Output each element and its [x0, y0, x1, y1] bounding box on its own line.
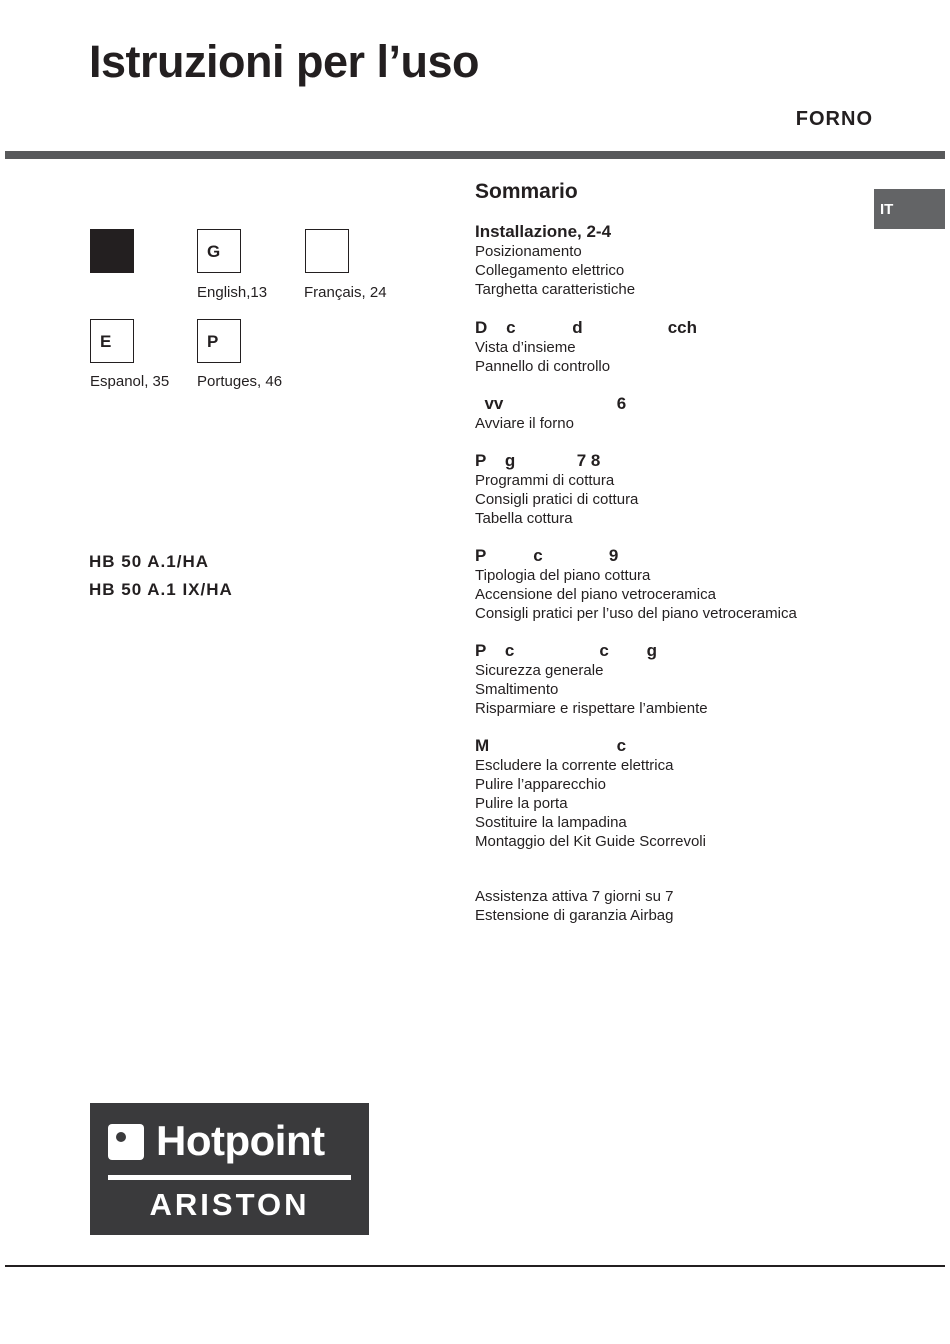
toc-item: Programmi di cottura [475, 472, 615, 489]
toc-item: Sicurezza generale [475, 662, 604, 679]
toc-item: Accensione del piano vetroceramica [475, 586, 716, 603]
toc-item: Risparmiare e rispettare l’ambiente [475, 700, 708, 717]
toc-section-heading: Installazione, 2-4 [475, 222, 612, 241]
language-code: E [100, 332, 112, 351]
service-info [475, 887, 673, 925]
hotpoint-ariston-logo [90, 1103, 369, 1235]
brand-subname: ARISTON [149, 1187, 310, 1222]
language-label-english: English,13 [197, 284, 268, 301]
toc-section [475, 222, 865, 299]
toc-section [475, 394, 865, 433]
language-label-french: Français, 24 [304, 284, 387, 301]
table-of-contents [475, 222, 865, 851]
toc-item: Posizionamento [475, 243, 582, 260]
language-tab-it: IT [874, 189, 945, 229]
page-title: Istruzioni per l’uso [89, 36, 480, 87]
header-divider [5, 151, 945, 159]
toc-item: Tabella cottura [475, 510, 573, 527]
language-box-french [305, 229, 349, 273]
toc-title: Sommario [475, 180, 578, 203]
toc-item: Tipologia del piano cottura [475, 567, 651, 584]
language-box-english [197, 229, 241, 273]
language-label-spanish: Espanol, 35 [90, 373, 170, 390]
toc-item: Vista d’insieme [475, 339, 576, 356]
language-box-italian [90, 229, 134, 273]
toc-item: Consigli pratici di cottura [475, 491, 639, 508]
language-box-portuguese [197, 319, 241, 363]
toc-section [475, 318, 865, 376]
toc-item: Avviare il forno [475, 415, 574, 432]
toc-item: Targhetta caratteristiche [475, 281, 636, 298]
brand-name: Hotpoint [156, 1117, 325, 1164]
toc-item: Consigli pratici per l’uso del piano vetroceramica [475, 605, 797, 622]
language-code: P [207, 332, 219, 351]
toc-item: Pannello di controllo [475, 358, 611, 375]
model-number: HB 50 A.1/HA [89, 552, 210, 571]
toc-item: Montaggio del Kit Guide Scorrevoli [475, 833, 706, 850]
toc-section-heading: P c 9 [475, 546, 619, 565]
toc-section-heading: P g 7 8 [475, 451, 601, 470]
brand-mark-icon [108, 1124, 144, 1160]
toc-section [475, 451, 865, 528]
model-number: HB 50 A.1 IX/HA [89, 580, 233, 599]
toc-item: Pulire l’apparecchio [475, 776, 606, 793]
toc-section-heading: M c [475, 736, 627, 755]
footer-divider [5, 1265, 945, 1267]
service-item: Assistenza attiva 7 giorni su 7 [475, 888, 674, 905]
toc-section [475, 736, 865, 851]
language-box-spanish [90, 319, 134, 363]
toc-section [475, 546, 865, 623]
service-item: Estensione di garanzia Airbag [475, 907, 674, 924]
language-label-portuguese: Portuges, 46 [197, 373, 283, 390]
toc-item: Smaltimento [475, 681, 559, 698]
toc-section [475, 641, 865, 718]
product-type: FORNO [795, 108, 873, 130]
language-code: G [207, 242, 221, 261]
toc-section-heading: D c d cch [475, 318, 697, 337]
toc-section-heading: vv 6 [475, 394, 627, 413]
toc-item: Collegamento elettrico [475, 262, 625, 279]
toc-section-heading: P c c g [475, 641, 658, 660]
logo-divider [108, 1175, 351, 1180]
toc-item: Pulire la porta [475, 795, 568, 812]
toc-item: Escludere la corrente elettrica [475, 757, 674, 774]
toc-item: Sostituire la lampadina [475, 814, 627, 831]
